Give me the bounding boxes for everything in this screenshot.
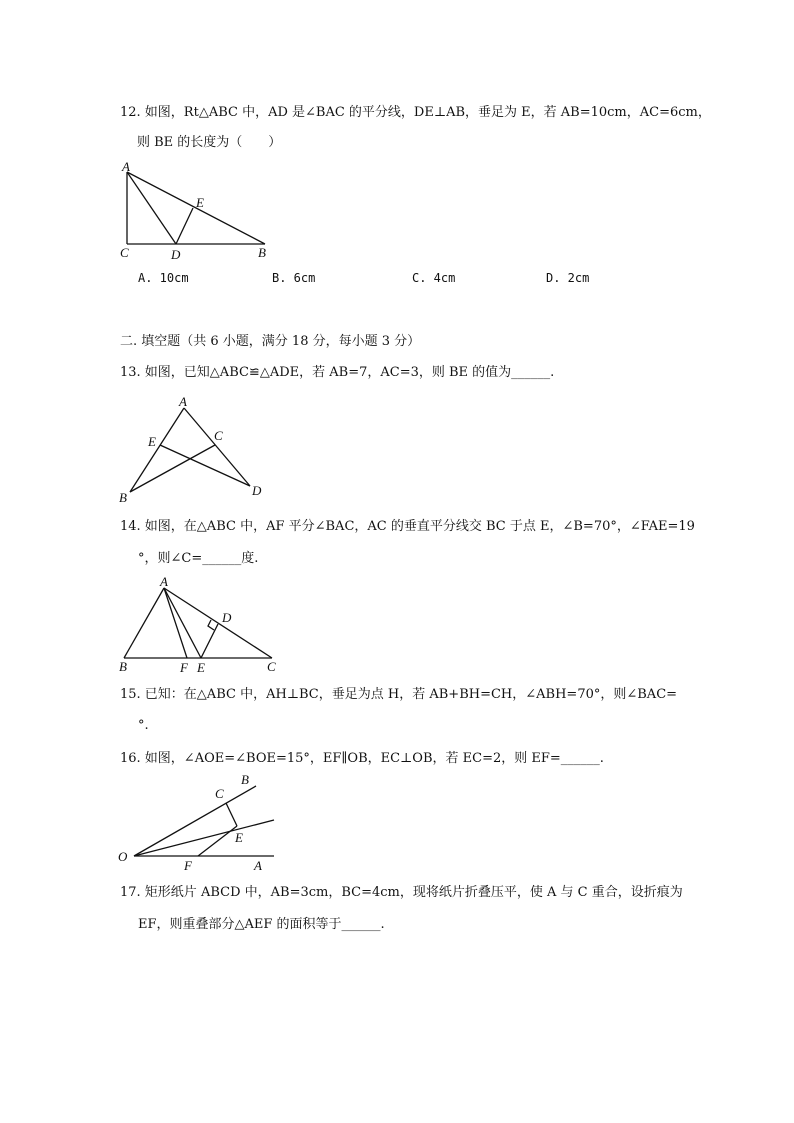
q14-label-e: E xyxy=(197,660,205,675)
q16-label-o: O xyxy=(118,849,128,864)
section2-title: 二. 填空题（共 6 小题，满分 18 分，每小题 3 分） xyxy=(120,334,421,349)
q13-segment-bc xyxy=(130,445,215,492)
q16-label-b: B xyxy=(241,772,249,787)
q14-text-line2: °，则∠C=______度. xyxy=(138,551,259,566)
q15-text-line1: 15. 已知：在△ABC 中，AH⊥BC，垂足为点 H，若 AB+BH=CH，∠ABH=70°，则∠BAC= xyxy=(120,687,678,702)
q14-right-angle-mark xyxy=(208,620,214,630)
q16-label-a: A xyxy=(254,858,262,873)
q13-text-line1: 13. 如图，已知△ABC≌△ADE，若 AB=7，AC=3，则 BE 的值为______. xyxy=(120,365,555,380)
q12-segment-de xyxy=(176,208,193,244)
q17-text-line1: 17. 矩形纸片 ABCD 中，AB=3cm，BC=4cm，现将纸片折叠压平，使 A 与 C 重合，设折痕为 xyxy=(120,885,683,900)
q16-label-f: F xyxy=(184,858,192,873)
q14-segment-ae xyxy=(164,588,201,658)
q14-label-f: F xyxy=(180,660,188,675)
q16-figure xyxy=(116,770,278,874)
q12-figure xyxy=(116,158,276,262)
q13-label-a: A xyxy=(179,394,187,409)
q12-option-c: C. 4cm xyxy=(412,271,456,285)
q12-option-b: B. 6cm xyxy=(272,271,316,285)
q16-segment-ce xyxy=(226,803,237,826)
q14-segment-ac xyxy=(164,588,272,658)
q14-segment-ab xyxy=(124,588,164,658)
q12-label-c: C xyxy=(120,245,129,260)
q12-label-b: B xyxy=(258,245,266,260)
q16-label-e: E xyxy=(235,830,243,845)
q12-text-line1: 12. 如图，Rt△ABC 中，AD 是∠BAC 的平分线，DE⊥AB，垂足为 E，若 AB=10cm，AC=6cm， xyxy=(120,105,711,120)
q14-figure xyxy=(116,574,282,676)
q13-segment-ad xyxy=(184,408,250,486)
q16-label-c: C xyxy=(215,786,224,801)
q13-label-b: B xyxy=(119,490,127,504)
q14-segment-af xyxy=(164,588,187,658)
q14-label-d: D xyxy=(222,610,232,625)
q12-label-e: E xyxy=(196,195,204,210)
q14-label-a: A xyxy=(160,574,168,589)
q14-segment-ed xyxy=(201,624,218,658)
q12-option-a: A. 10cm xyxy=(138,271,189,285)
q12-segment-ad xyxy=(127,172,176,244)
q14-label-c: C xyxy=(267,659,276,674)
q13-label-c: C xyxy=(214,428,223,443)
q13-figure xyxy=(116,392,266,504)
q16-segment-ef xyxy=(198,826,237,856)
q12-label-a: A xyxy=(122,159,130,174)
q14-text-line1: 14. 如图，在△ABC 中，AF 平分∠BAC，AC 的垂直平分线交 BC 于点 E，∠B=70°，∠FAE=19 xyxy=(120,519,695,534)
q15-text-line2: °. xyxy=(138,718,149,733)
q13-label-d: D xyxy=(252,483,262,498)
q12-label-d: D xyxy=(171,247,181,262)
q13-segment-ab xyxy=(130,408,184,492)
q12-option-d: D. 2cm xyxy=(546,271,590,285)
q17-text-line2: EF，则重叠部分△AEF 的面积等于______. xyxy=(138,917,385,932)
q12-text-line2: 则 BE 的长度为（ ） xyxy=(137,135,282,150)
q13-label-e: E xyxy=(148,434,156,449)
q14-label-b: B xyxy=(119,659,127,674)
q16-text-line1: 16. 如图，∠AOE=∠BOE=15°，EF∥OB，EC⊥OB，若 EC=2，则 EF=______. xyxy=(120,751,604,766)
q16-ray-ob xyxy=(134,786,256,856)
